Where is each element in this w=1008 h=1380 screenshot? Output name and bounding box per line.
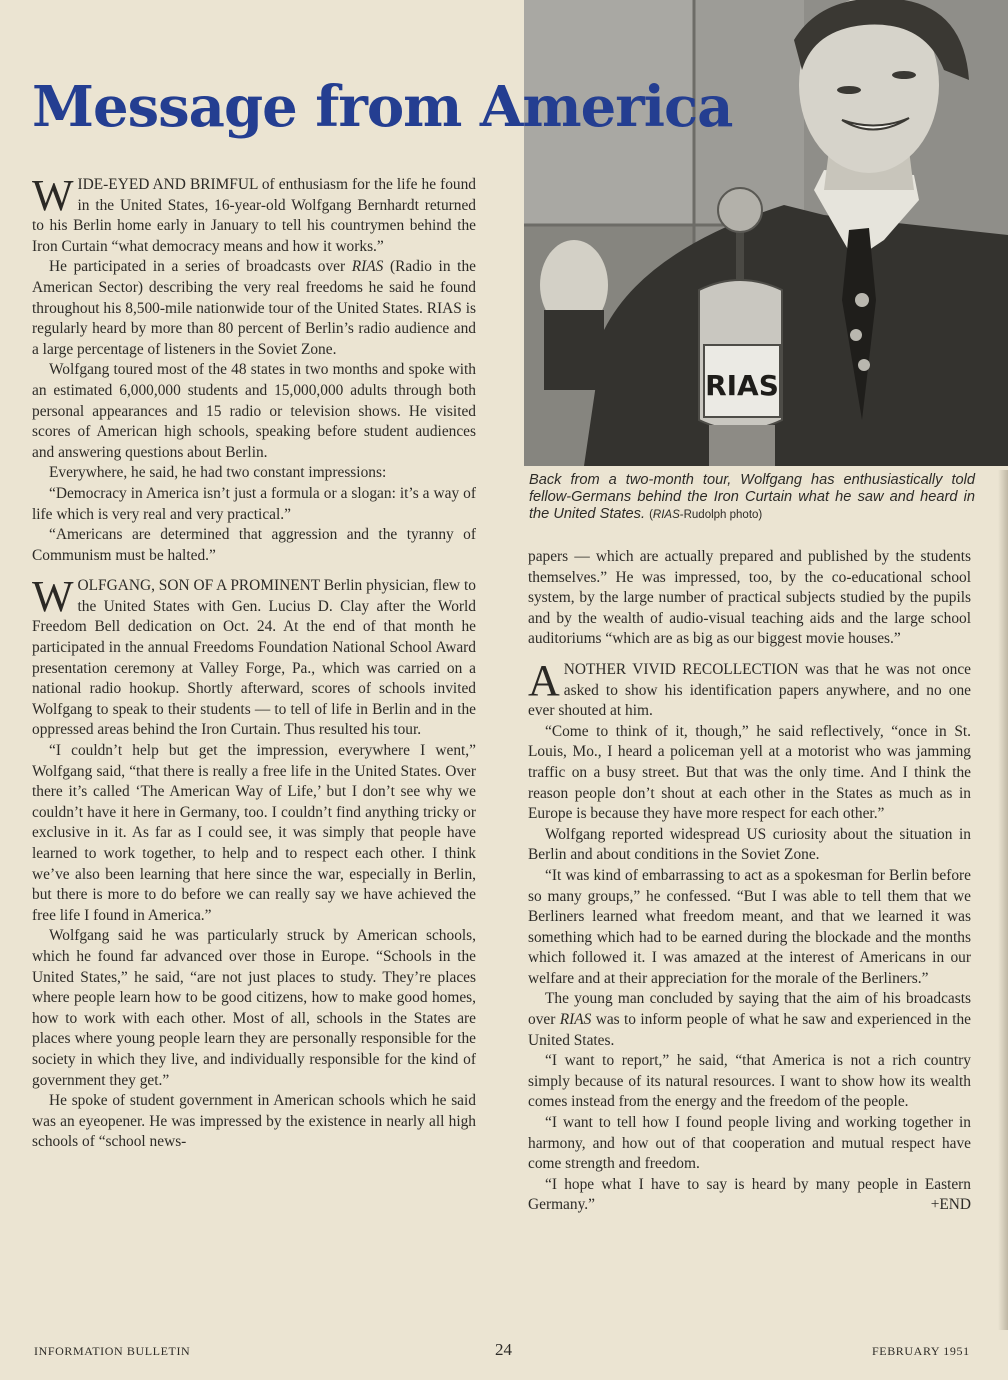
paragraph: Wolfgang reported widespread US curiosity about the situation in Berlin and about conditions in the Soviet Zone.	[528, 825, 971, 864]
paragraph-text: IDE-EYED AND BRIMFUL of enthusiasm for the life he found in the United States, 16-year-old Wolfgang Bernhardt returned to his Berlin home early in January to tell his countrymen behind the Iron Curtain “what democracy means and how it works.”	[32, 176, 476, 255]
credit-paren: )	[758, 509, 763, 521]
footer-publication: INFORMATION BULLETIN	[34, 1344, 191, 1358]
paragraph-text: The young man concluded by saying that the aim of his broadcasts over	[528, 990, 971, 1029]
drop-cap: A	[528, 655, 560, 705]
paragraph: “I want to tell how I found people living and working together in harmony, and how out of that cooperation and mutual respect have come strength and freedom.	[528, 1114, 971, 1173]
paragraph	[528, 989, 971, 1051]
photo-mic-base	[709, 425, 775, 466]
photo-caption	[529, 472, 975, 524]
paragraph	[528, 1175, 971, 1216]
photo-mic-head	[718, 188, 762, 232]
photo-eye	[837, 86, 861, 94]
credit-source: RIAS	[652, 509, 680, 521]
right-column	[528, 547, 971, 1216]
caption-text: Back from a two-month tour, Wolfgang has enthusiastically told fellow-Germans behind the Iron Curtain what he saw and heard in the United States.	[529, 472, 975, 522]
paragraph: “Americans are determined that aggression and the tyranny of Communism must be halted.”	[32, 526, 476, 564]
article-photo	[524, 0, 1008, 466]
photo-tie-pattern	[850, 329, 862, 341]
paragraph-text: (Radio in the American Sector) describing the very real freedoms he said he found throughout his 8,500-mile nationwide tour of the United States. RIAS is regularly heard by more than 80 percent of Berlin’s radio audience and a large percentage of listeners in the Soviet Zone.	[32, 258, 476, 358]
paragraph: “Democracy in America isn’t just a formula or a slogan: it’s a way of life which is very real and very practical.”	[32, 484, 476, 523]
paragraph: papers — which are actually prepared and published by the students themselves.” He was impressed, too, by the co-educational school system, by the large number of practical subjects studied by the pupils and by the wealth of audio-visual teaching aids and the large school auditoriums “which are as big as our biggest movie houses.”	[528, 548, 971, 648]
paragraph-text: He participated in a series of broadcasts over	[49, 258, 352, 276]
paragraph-text: NOTHER VIVID RECOLLECTION was that he was not once asked to show his identification papers anywhere, and no one ever shouted at him.	[528, 660, 971, 720]
paragraph: Everywhere, he said, he had two constant impressions:	[49, 464, 387, 482]
emphasis-text: RIAS	[351, 258, 384, 276]
photo-illustration	[524, 0, 1008, 466]
paragraph: Wolfgang toured most of the 48 states in two months and spoke with an estimated 6,000,000 students and 15,000,000 adults through both personal appearances and 15 radio or television shows. He visited scores of American high schools, speaking before student audiences and answering questions about Berlin.	[32, 361, 476, 461]
end-mark: +END	[930, 1196, 971, 1214]
credit-photographer: -Rudolph photo	[679, 509, 759, 521]
paragraph	[32, 257, 476, 360]
paragraph	[528, 655, 971, 722]
emphasis-text: RIAS	[559, 1011, 592, 1029]
page-edge-shadow	[998, 470, 1008, 1330]
paragraph: Wolfgang said he was particularly struck by American schools, which he found far advanced over those in Europe. “Schools in the United States,” he said, “are not just places to study. They’re places where people learn how to be good citizens, how to make good homes, how to work with each other. Most of all, schools in the States are places where young people learn they are personally responsible for the society in which they live, and individually responsible for the kind of government they get.”	[32, 927, 476, 1089]
photo-credit	[649, 509, 762, 521]
paragraph-text: OLFGANG, SON OF A PROMINENT Berlin physician, flew to the United States with Gen. Lucius D. Clay after the World Freedom Bell dedication on Oct. 24. At the end of that month he participated in the annual Freedoms Foundation National School Award presentation ceremony at Valley Forge, Pa., which was carried on a national radio hookup. Shortly afterward, scores of schools invited Wolfgang to speak to their students — to tell of life in Berlin and in the oppressed areas behind the Iron Curtain. Thus resulted his tour.	[32, 577, 476, 739]
page-number: 24	[495, 1340, 512, 1359]
photo-tie-pattern	[858, 359, 870, 371]
photo-sleeve	[544, 310, 604, 390]
paragraph-text: “I hope what I have to say is heard by many people in Eastern Germany.”	[528, 1175, 971, 1214]
drop-cap: W	[32, 171, 74, 220]
paragraph-text: was to inform people of what he saw and experienced in the United States.	[528, 1011, 971, 1049]
mic-label: RIAS	[705, 369, 779, 402]
paragraph: “I want to report,” he said, “that America is not a rich country simply because of its natural resources. I want to show how its wealth comes instead from the energy and the freedom of the people.	[528, 1052, 971, 1111]
drop-cap: W	[32, 572, 74, 622]
photo-eye	[892, 71, 916, 79]
paragraph: “It was kind of embarrassing to act as a spokesman for Berlin before so many groups,” he confessed. “But I was able to tell them that we Berliners learned what freedom meant, and that we learned it was something which had to be earned during the blockade and the months which followed it. I was amazed at the interest of Americans in our welfare and at their appreciation for the morale of the Berliners.”	[528, 866, 971, 987]
credit-paren: (	[649, 509, 653, 521]
section-gap	[32, 566, 476, 576]
paragraph: He spoke of student government in American schools which he said was an eyeopener. He was impressed by the existence in nearly all high schools of “school news-	[32, 1092, 476, 1151]
photo-tie-pattern	[855, 293, 869, 307]
paragraph: “Come to think of it, though,” he said reflectively, “once in St. Louis, Mo., I heard a policeman yell at a motorist who was jamming traffic on a busy street. But that was the only time. And I think the reason people don’t shout at each other in the States as much as in Europe is because they have more respect for each other.”	[528, 722, 971, 823]
left-column	[32, 171, 476, 1153]
headline: Message from America	[32, 74, 733, 140]
paragraph: “I couldn’t help but get the impression, everywhere I went,” Wolfgang said, “that there is really a free life in the United States. Over there it’s called ‘The American Way of Life,’ but I don’t see why we couldn’t have it here in Germany, too. I couldn’t find anything tricky or exclusive in it. As far as I could see, it was simply that people have learned to work together, to help and to respect each other. I think we’ve also been learning that here since the war, especially in Berlin, but there is more to do before we can really say we have achieved the free life I found in America.”	[32, 742, 476, 924]
paragraph	[32, 171, 476, 257]
section-gap	[528, 650, 971, 660]
footer-date: FEBRUARY 1951	[872, 1344, 970, 1358]
paragraph	[32, 572, 476, 741]
